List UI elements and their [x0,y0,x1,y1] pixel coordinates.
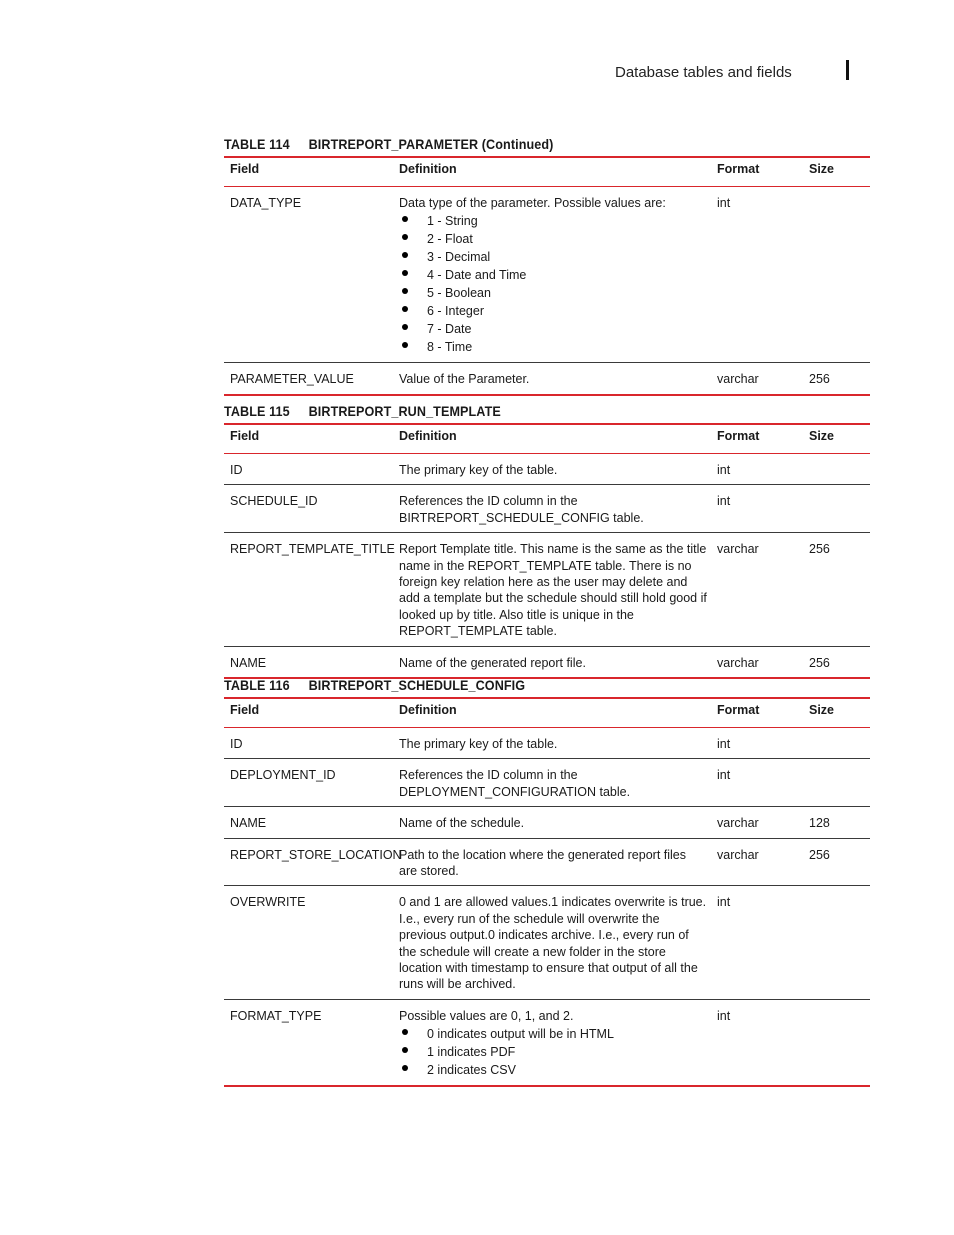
table-114-block [224,132,870,396]
bullet-dot-icon [402,234,408,240]
chapter-marker-bar [846,60,849,80]
bullet-text: 6 - Integer [427,304,484,319]
bullet-dot-icon [402,1065,408,1071]
table-name: BIRTREPORT_SCHEDULE_CONFIG [308,677,526,693]
bullet-item [399,302,707,320]
table-row [224,533,870,646]
cell-definition: References the ID column in the DEPLOYMENT_CONFIGURATION table. [393,759,711,807]
table-row [224,807,870,838]
cell-field: REPORT_STORE_LOCATION [224,838,393,886]
cell-definition: The primary key of the table. [393,454,711,485]
cell-definition: The primary key of the table. [393,728,711,759]
table-number: TABLE 115 [224,403,290,419]
column-header-field: Field [230,162,260,176]
bullet-dot-icon [402,252,408,258]
cell-size [803,999,870,1086]
bullet-item [399,320,707,338]
cell-format: int [711,728,803,759]
bullet-text: 4 - Date and Time [427,268,527,283]
table-row [224,886,870,999]
cell-field: FORMAT_TYPE [224,999,393,1086]
cell-field: OVERWRITE [224,886,393,999]
cell-definition: Name of the schedule. [393,807,711,838]
table-row [224,838,870,886]
cell-size [803,454,870,485]
cell-size [803,187,870,363]
table-number: TABLE 114 [224,136,290,152]
cell-field: PARAMETER_VALUE [224,363,393,395]
table-116 [224,697,870,1087]
cell-format: varchar [711,363,803,395]
cell-field: NAME [224,807,393,838]
bullet-dot-icon [402,270,408,276]
bullet-item [399,284,707,302]
table-name: BIRTREPORT_PARAMETER (Continued) [308,136,554,152]
bullet-text: 5 - Boolean [427,286,491,301]
cell-field: SCHEDULE_ID [224,485,393,533]
cell-format: int [711,759,803,807]
cell-format: varchar [711,646,803,678]
cell-size: 256 [803,646,870,678]
table-115 [224,423,870,679]
cell-definition: Name of the generated report file. [393,646,711,678]
cell-size [803,728,870,759]
table-row [224,187,870,363]
table-number: TABLE 116 [224,677,290,693]
cell-format: int [711,485,803,533]
cell-definition: References the ID column in the BIRTREPORT_SCHEDULE_CONFIG table. [393,485,711,533]
table-row [224,728,870,759]
cell-definition: Path to the location where the generated report files are stored. [393,838,711,886]
table-caption [224,399,805,423]
cell-field: ID [224,454,393,485]
cell-size [803,485,870,533]
bullet-text: 2 - Float [427,232,473,247]
bullet-dot-icon [402,306,408,312]
bullet-item [399,212,707,230]
column-header-size: Size [809,429,835,443]
cell-size [803,759,870,807]
cell-field: REPORT_TEMPLATE_TITLE [224,533,393,646]
bullet-text: 1 indicates PDF [427,1045,516,1060]
column-header-format: Format [717,162,760,176]
cell-format: int [711,886,803,999]
column-header-size: Size [809,703,835,717]
table-row [224,363,870,395]
cell-format: int [711,454,803,485]
bullet-item [399,1043,707,1061]
cell-field: DATA_TYPE [224,187,393,363]
bullet-dot-icon [402,324,408,330]
bullet-item [399,248,707,266]
column-header-field: Field [230,429,260,443]
bullet-text: 1 - String [427,214,478,229]
bullet-item [399,338,707,356]
table-caption [224,132,805,156]
bullet-text: 7 - Date [427,322,472,337]
column-header-definition: Definition [399,162,457,176]
cell-definition: Report Template title. This name is the same as the title name in the REPORT_TEMPLATE table. There is no foreign key relation here as the user may delete and add a template but the schedule should still hold good if looked up by title. Also title is unique in the REPORT_TEMPLATE table. [393,533,711,646]
definition-text: Data type of the parameter. Possible values are: [399,196,666,210]
table-114 [224,156,870,396]
bullet-text: 8 - Time [427,340,473,355]
table-caption [224,673,805,697]
cell-field: DEPLOYMENT_ID [224,759,393,807]
cell-size: 128 [803,807,870,838]
bullet-text: 3 - Decimal [427,250,491,265]
cell-format: varchar [711,838,803,886]
column-header-format: Format [717,703,760,717]
table-header-row [224,157,870,187]
cell-field: NAME [224,646,393,678]
cell-field: ID [224,728,393,759]
bullet-text: 2 indicates CSV [427,1063,516,1078]
bullet-item [399,1025,707,1043]
column-header-definition: Definition [399,429,457,443]
table-row [224,485,870,533]
table-row [224,999,870,1086]
bullet-dot-icon [402,216,408,222]
table-header-row [224,698,870,728]
table-header-row [224,424,870,454]
definition-text: Possible values are 0, 1, and 2. [399,1008,574,1023]
cell-size [803,886,870,999]
cell-format: varchar [711,807,803,838]
column-header-field: Field [230,703,260,717]
table-row [224,454,870,485]
bullet-dot-icon [402,1047,408,1053]
definition-bullet-list [399,212,707,356]
column-header-definition: Definition [399,703,457,717]
bullet-dot-icon [402,342,408,348]
cell-size: 256 [803,363,870,395]
table-115-block [224,399,870,679]
bullet-text: 0 indicates output will be in HTML [427,1027,614,1042]
cell-definition: 0 and 1 are allowed values.1 indicates overwrite is true. I.e., every run of the schedule will overwrite the previous output.0 indicates archive. I.e., every run of the schedule will create a new folder in the store location with timestamp to ensure that output of all the runs will be archived. [393,886,711,999]
bullet-item [399,1061,707,1079]
running-header-title: Database tables and fields [615,64,792,81]
table-row [224,759,870,807]
column-header-format: Format [717,429,760,443]
cell-definition [393,187,711,363]
cell-definition: Value of the Parameter. [393,363,711,395]
cell-size: 256 [803,838,870,886]
cell-size: 256 [803,533,870,646]
cell-format: int [711,187,803,363]
bullet-dot-icon [402,1029,408,1035]
cell-definition [393,999,711,1086]
bullet-item [399,266,707,284]
bullet-dot-icon [402,288,408,294]
table-name: BIRTREPORT_RUN_TEMPLATE [308,403,501,419]
bullet-item [399,230,707,248]
column-header-size: Size [809,162,835,176]
table-116-block [224,673,870,1087]
cell-format: varchar [711,533,803,646]
cell-format: int [711,999,803,1086]
definition-bullet-list [399,1025,707,1079]
